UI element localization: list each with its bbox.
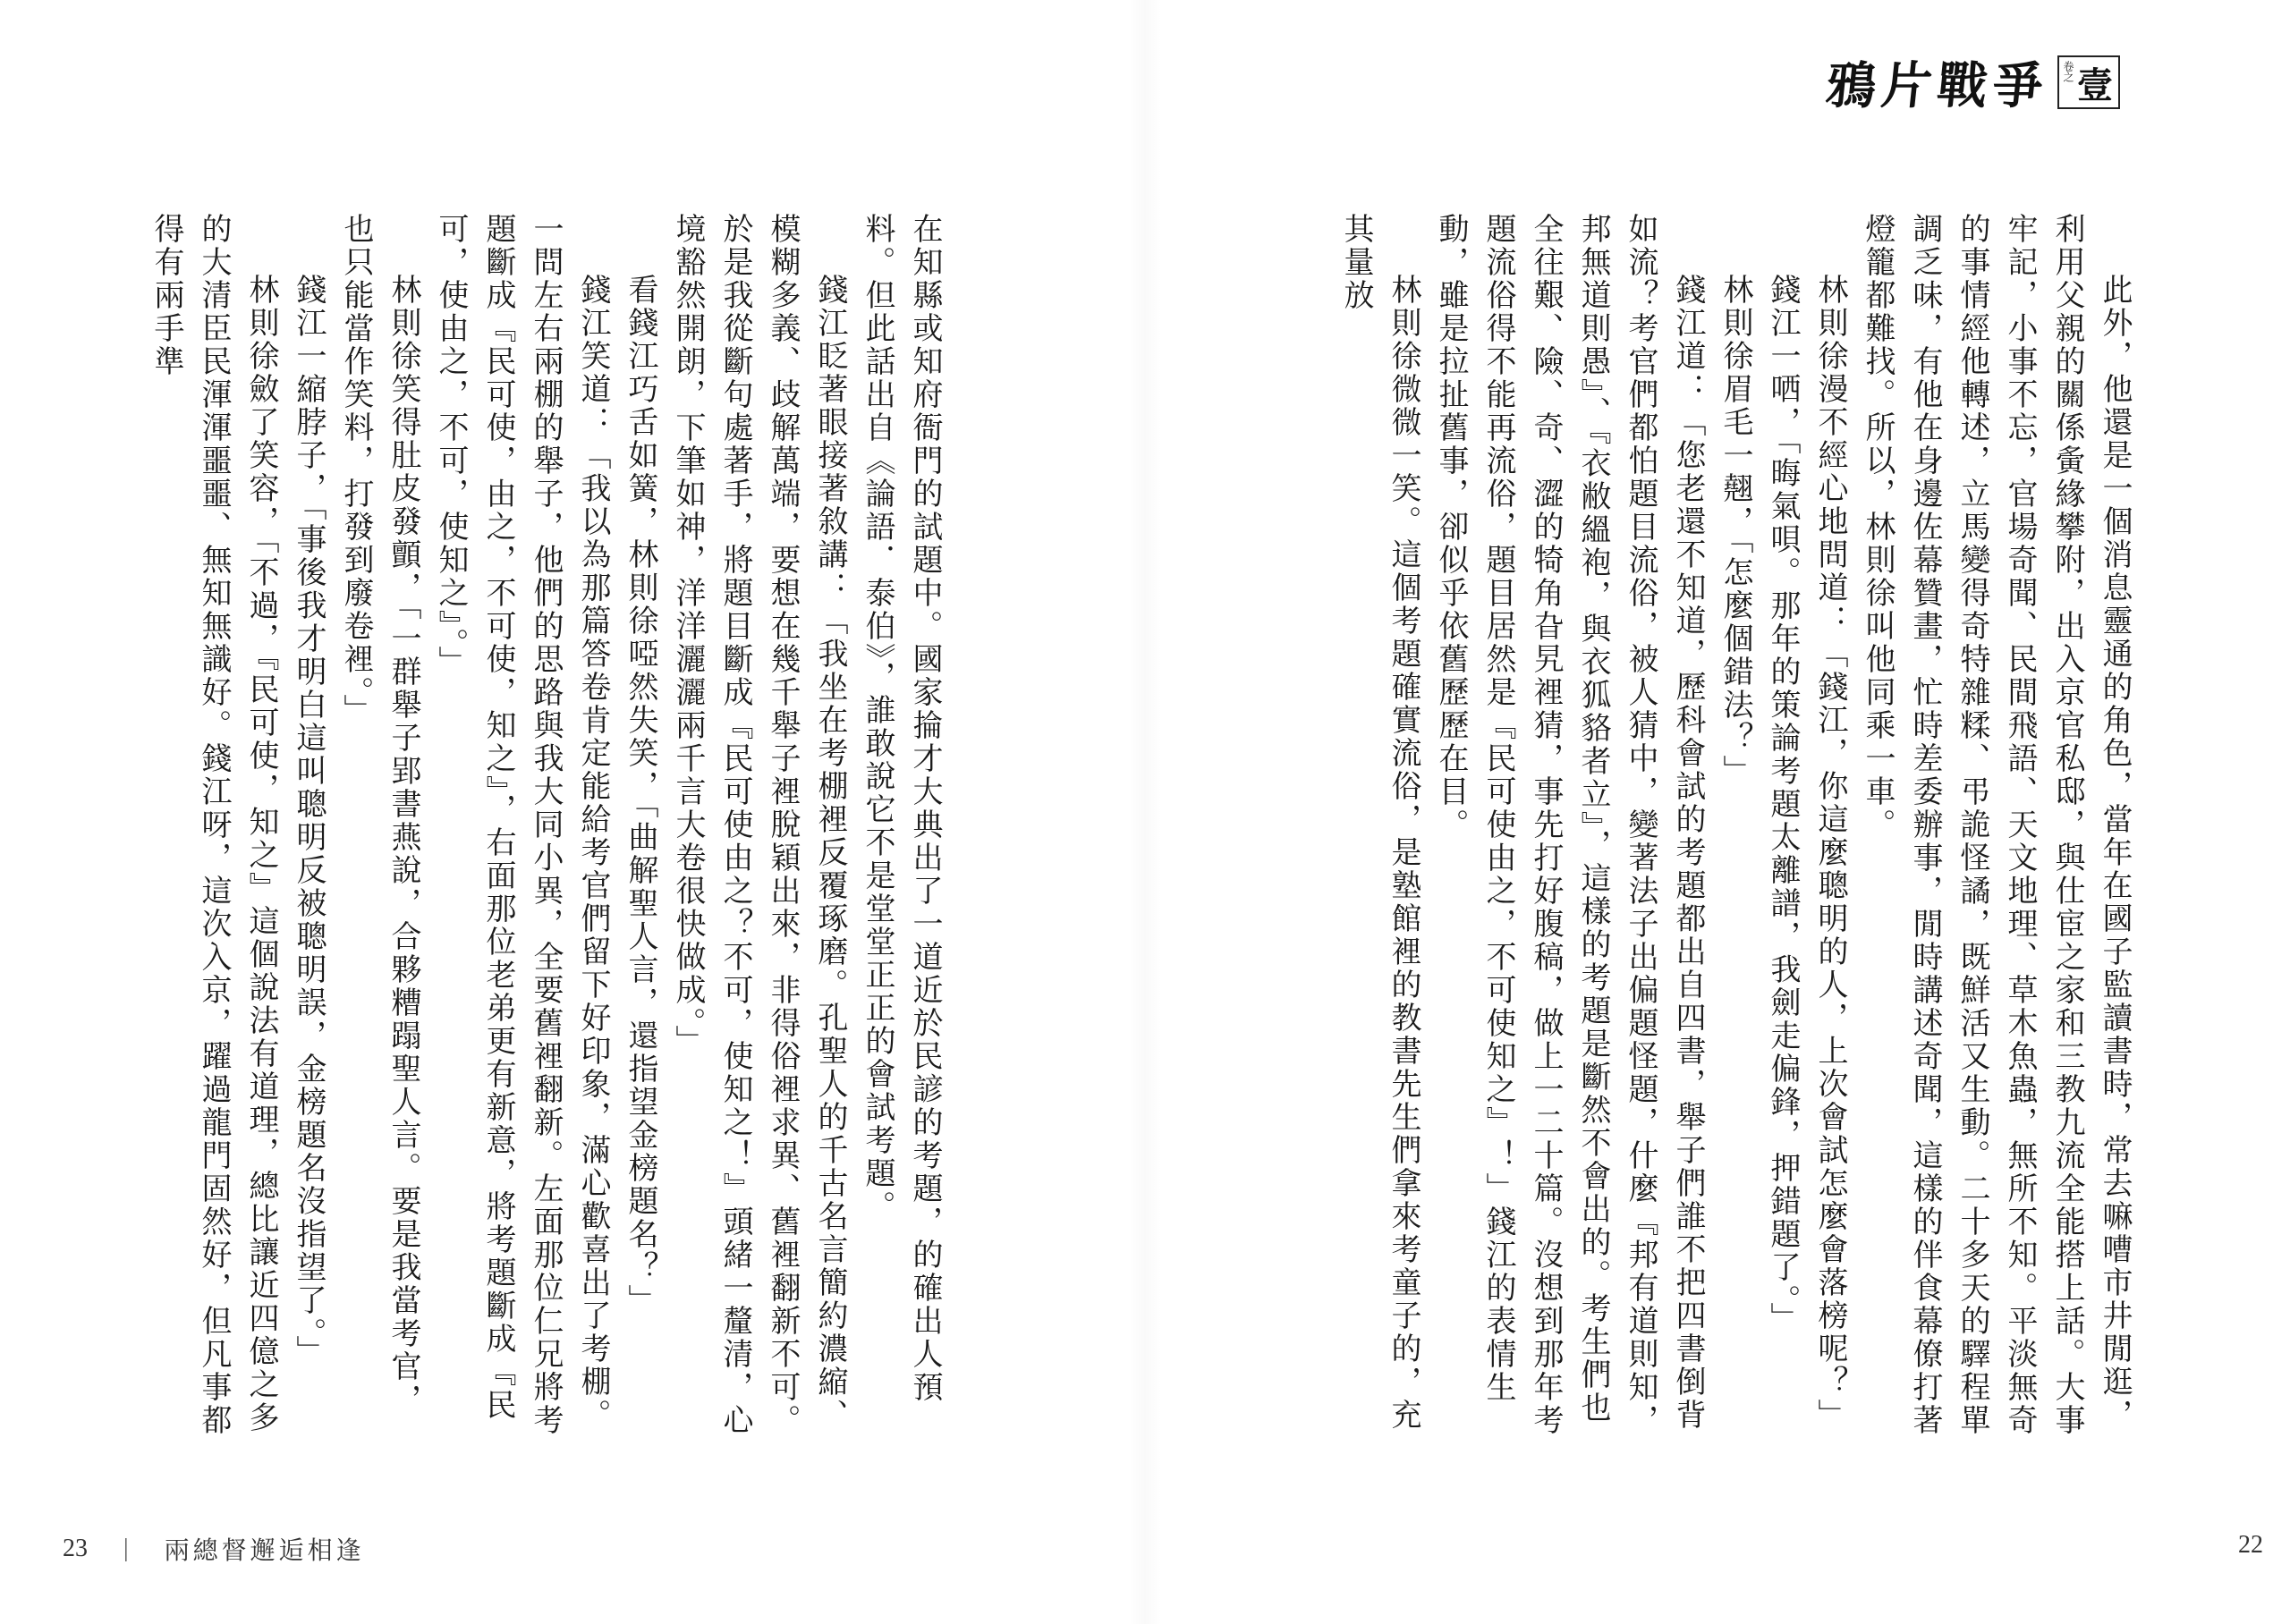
right-page-body: [1333, 213, 2138, 1447]
paragraph: 錢江眨著眼接著敘講：「我坐在考棚裡反覆琢磨。孔聖人的千古名言簡約濃縮、模糊多義、歧解萬端，要想在幾千舉子裡脫穎出來，非得俗裡求異、舊裡翻新不可。於是我從斷句處著手，將題目斷成『民可使由之？不可，使知之！』頭緒一釐清，心境豁然開朗，下筆如神，洋洋灑灑兩千言大卷很快做成。」: [670, 213, 848, 1437]
volume-label: 壹: [2077, 63, 2113, 106]
paragraph: 錢江道：「您老還不知道，歷科會試的考題都出自四書，舉子們誰不把四書倒背如流？考官們都怕題目流俗，被人猜中，變著法子出偏題怪題，什麼『邦有道則知，邦無道則愚』、『衣敝縕袍，與衣狐貉者立』，這樣的考題是斷然不會出的。考生們也全往艱、險、奇、澀的犄角旮旯裡猜，事先打好腹稿，做上一二十篇。沒想到那年考題流俗得不能再流俗，題目居然是『民可使由之，不可使知之』！」錢江的表情生動，雖是拉扯舊事，卻似乎依舊歷歷在目。: [1433, 213, 1706, 1437]
right-footer: [2238, 1531, 2263, 1560]
volume-sub-label: 卷之: [2062, 61, 2074, 82]
right-page: [1145, 0, 2290, 1624]
page-number: 22: [2238, 1531, 2263, 1559]
left-footer: [63, 1531, 365, 1567]
paragraph: 林則徐漫不經心地問道：「錢江，你這麼聰明的人，上次會試怎麼會落榜呢？」: [1812, 274, 1848, 1432]
paragraph: 錢江一縮脖子，「事後我才明白這叫聰明反被聰明誤，金榜題名沒指望了。」: [291, 274, 327, 1368]
paragraph: 在知縣或知府衙門的試題中。國家掄才大典出了一道近於民諺的考題，的確出人預料。但此話出自《論語．泰伯》，誰敢說它不是堂堂正正的會試考題。: [860, 213, 943, 1404]
running-head: 兩總督邂逅相逢: [164, 1535, 365, 1565]
paragraph: 林則徐斂了笑容，「不過，『民可使，知之』這個說法有道理，總比讓近四億之多的大清臣民渾渾噩噩、無知無識好。錢江呀，這次入京，躍過龍門固然好，但凡事都得有兩手準: [148, 213, 279, 1437]
paragraph: 錢江一哂，「晦氣唄。那年的策論考題太離譜，我劍走偏鋒，押錯題了。」: [1765, 274, 1801, 1335]
book-header: [1823, 47, 2120, 118]
book-title: 鴉片戰爭: [1823, 56, 2052, 115]
page-number: 23: [63, 1535, 88, 1562]
paragraph: 看錢江巧舌如簧，林則徐啞然失笑，「曲解聖人言，還指望金榜題名？」: [623, 274, 658, 1317]
footer-separator: |: [123, 1535, 129, 1562]
left-page-body: [148, 213, 948, 1447]
paragraph: 此外，他還是一個消息靈通的角色，當年在國子監讀書時，常去嘛嘈市井閒逛，利用父親的關係夤緣攀附，出入京官私邸，與仕宦之家和三教九流全能搭上話。大事牢記，小事不忘，官場奇聞、民間飛語、天文地理、草木魚蟲，無所不知。平淡無奇的事情經他轉述，立馬變得奇特雜糅、弔詭怪譎，既鮮活又生動。二十多天的驛程單調乏味，有他在身邊佐幕贊畫，忙時差委辦事，閒時講述奇聞，這樣的伴食幕僚打著燈籠都難找。所以，林則徐叫他同乘一車。: [1860, 213, 2133, 1437]
paragraph: 林則徐笑得肚皮發顫，「一群舉子郢書燕說，合夥糟蹋聖人言。要是我當考官，也只能當作笑料，打發到廢卷裡。」: [338, 213, 421, 1417]
paragraph: 錢江笑道：「我以為那篇答卷肯定能給考官們留下好印象，滿心歡喜出了考棚。一問左右兩棚的舉子，他們的思路與我大同小異，全要舊裡翻新。左面那位仁兄將考題斷成『民可使，由之，不可使，知之』，右面那位老弟更有新意，將考題斷成『民可，使由之，不可，使知之』。」: [433, 213, 611, 1437]
volume-badge: [2057, 55, 2120, 109]
paragraph: 林則徐眉毛一翹，「怎麼個錯法？」: [1718, 274, 1753, 788]
paragraph: 林則徐微微一笑。這個考題確實流俗，是塾館裡的教書先生們拿來考童子的，充其量放: [1338, 213, 1421, 1432]
